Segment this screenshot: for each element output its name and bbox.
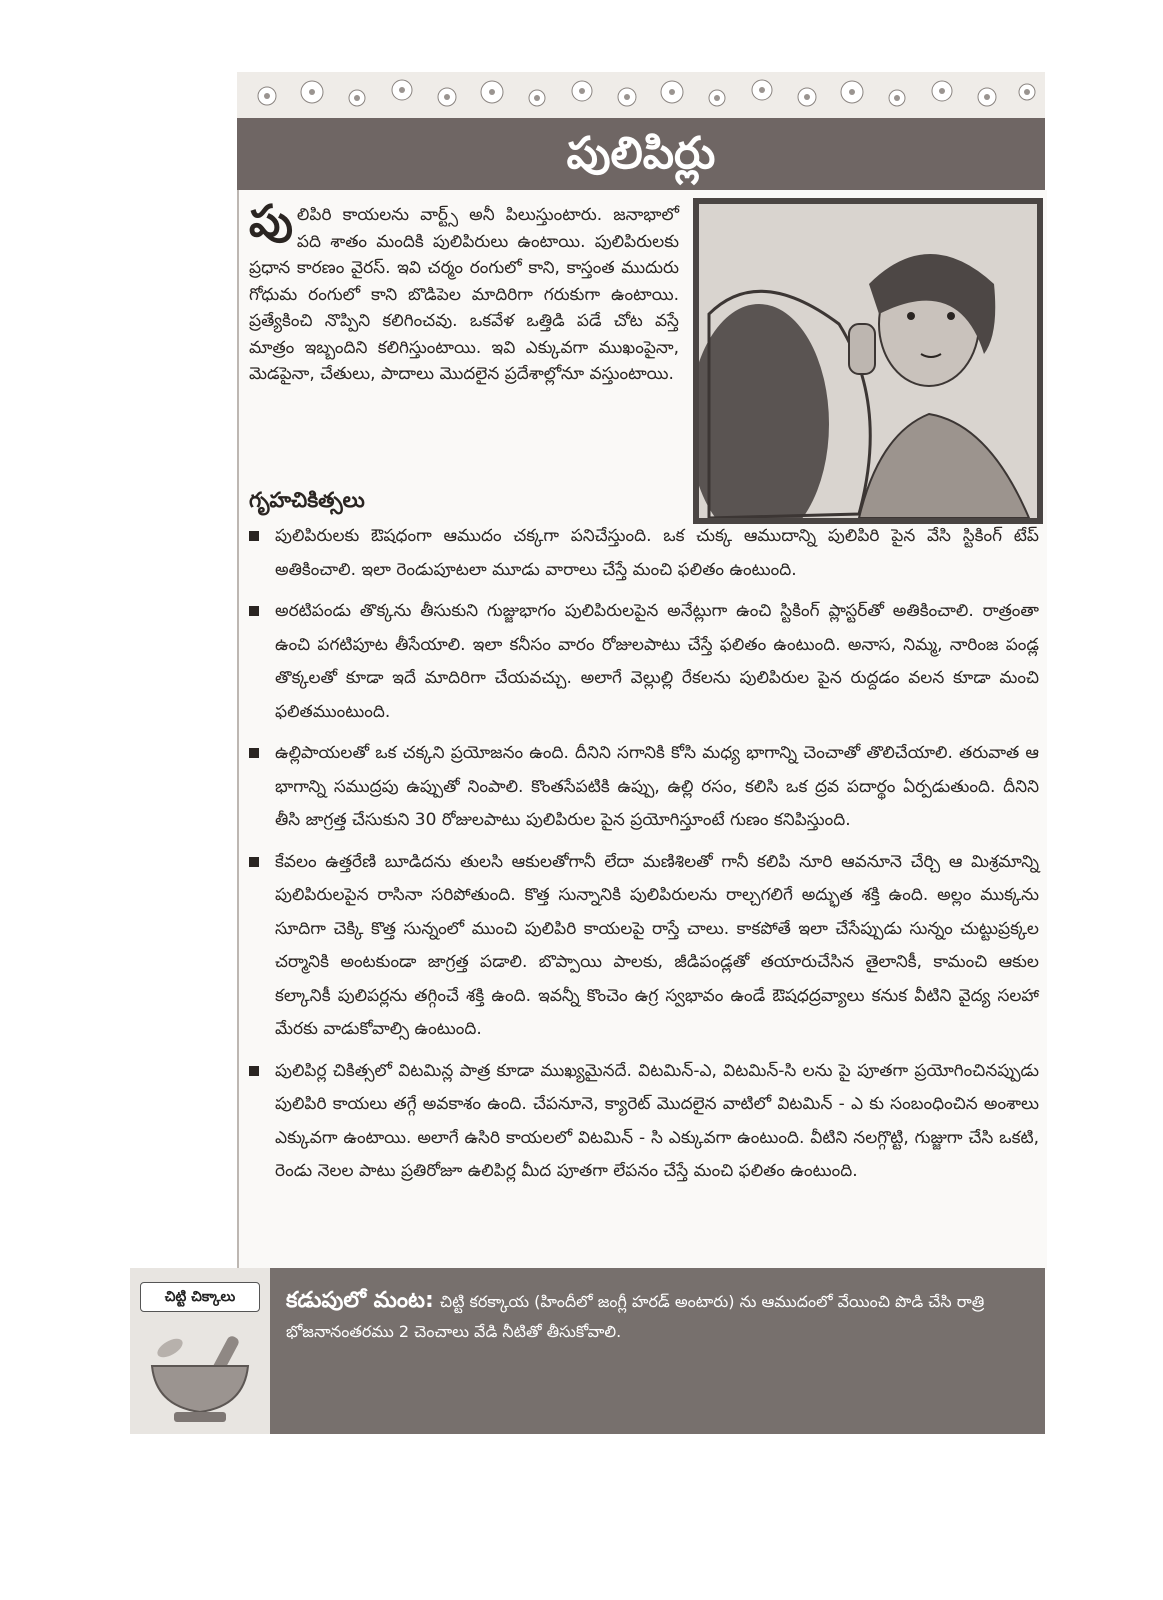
list-item-text: కేవలం ఉత్తరేణి బూడిదను తులసి ఆకులతోగానీ లేదా మణిశిలతో గానీ కలిపి నూరి ఆవనూనె చేర్చి ఆ మిశ్రమాన్ని పులిపిరులపైన రాసినా సరిపోతుంది. కొత్త సున్నానికి పులిపిరులను రాల్చగలిగే అద్భుత శక్తి ఉంది. అల్లం ముక్కను సూదిగా చెక్కి కొత్త సున్నంలో ముంచి పులిపిరి కాయలపై రాస్తే చాలు. కాకపోతే ఇలా చేసేప్పుడు సున్నం చుట్టుప్రక్కల చర్మానికి అంటకుండా జాగ్రత్త పడాలి. బొప్పాయి పాలకు, జీడిపండ్లతో తయారుచేసిన తైలానికీ, కామంచి ఆకుల కల్కానికీ పులిపర్లను తగ్గించే శక్తి ఉంది. ఇవన్నీ కొంచెం ఉగ్ర స్వభావం ఉండే ఔషధద్రవ్యాలు కనుక వీటిని వైద్య సలహా మేరకు వాడుకోవాల్సి ఉంటుంది.: [275, 851, 1039, 1039]
page-title: పులిపిర్లు: [566, 128, 716, 179]
tip-heading: కడుపులో మంట:: [286, 1288, 434, 1313]
illustration-woman-mirror: [693, 198, 1043, 524]
list-item: [249, 846, 1039, 1047]
list-item: [249, 1055, 1039, 1189]
list-item-text: ఉల్లిపాయలతో ఒక చక్కని ప్రయోజనం ఉంది. దీనిని సగానికి కోసి మధ్య భాగాన్ని చెంచాతో తొలిచేయాలి. తరువాత ఆ భాగాన్ని సముద్రపు ఉప్పుతో నింపాలి. కొంతసేపటికి ఉప్పు, ఉల్లి రసం, కలిసి ఒక ద్రవ పదార్థం ఏర్పడుతుంది. దీనిని తీసి జాగ్రత్త చేసుకుని 30 రోజులపాటు పులిపిరుల పైన ప్రయోగిస్తూంటే గుణం కనిపిస్తుంది.: [275, 743, 1039, 830]
drop-cap: పు: [249, 196, 293, 247]
list-item: [249, 520, 1039, 587]
flower-border: [237, 72, 1045, 118]
header-banner: [237, 72, 1045, 190]
tip-sidebar: [130, 1268, 270, 1434]
list-item-text: అరటిపండు తొక్కను తీసుకుని గుజ్జుభాగం పులిపిరులపైన అనేట్లుగా ఉంచి స్టికింగ్ ప్లాస్టర్‌తో అతికించాలి. రాత్రంతా ఉంచి పగటిపూట తీసేయాలి. ఇలా కనీసం వారం రోజులపాటు చేస్తే ఫలితం ఉంటుంది. అనాస, నిమ్మ, నారింజ పండ్ల తొక్కలతో కూడా ఇదే మాదిరిగా చేయవచ్చు. అలాగే వెల్లుల్లి రేకలను పులిపిరుల పైన రుద్దడం వలన కూడా మంచి ఫలితముంటుంది.: [275, 601, 1039, 722]
list-item: [249, 737, 1039, 838]
flower-border-icon: [237, 72, 1045, 118]
bullet-square-icon: [249, 748, 259, 758]
list-item: [249, 595, 1039, 729]
remedies-list: [249, 520, 1039, 1197]
tip-content: [286, 1286, 1026, 1347]
intro-text: లిపిరి కాయలను వార్ట్స్ అనీ పిలుస్తుంటారు. జనాభాలో పది శాతం మందికి పులిపిరులు ఉంటాయి. పులిపిరులకు ప్రధాన కారణం వైరస్. ఇవి చర్మం రంగులో కాని, కాస్తంత ముదురు గోధుమ రంగులో కాని బొడిపెల మాదిరిగా గరుకుగా ఉంటాయి. ప్రత్యేకించి నొప్పిని కలిగించవు. ఒకవేళ ఒత్తిడి పడే చోట వస్తే మాత్రం ఇబ్బందిని కలిగిస్తుంటాయి. ఇవి ఎక్కువగా ముఖంపైనా, మెడపైనా, చేతులు, పాదాలు మొదలైన ప్రదేశాల్లోనూ వస్తుంటాయి.: [249, 205, 679, 384]
list-item-text: పులిపిర్ల చికిత్సలో విటమిన్ల పాత్ర కూడా ముఖ్యమైనదే. విటమిన్-ఎ, విటమిన్-సి లను పై పూతగా ప్రయోగించినప్పుడు పులిపిరి కాయలు తగ్గే అవకాశం ఉంది. చేపనూనె, క్యారెట్ మొదలైన వాటిలో విటమిన్ - ఎ కు సంబంధించిన అంశాలు ఎక్కువగా ఉంటాయి. అలాగే ఉసిరి కాయలలో విటమిన్ - సి ఎక్కువగా ఉంటుంది. వీటిని నలగ్గొట్టి, గుజ్జుగా చేసి ఒకటి, రెండు నెలల పాటు ప్రతిరోజూ ఉలిపిర్ల మీద పూతగా లేపనం చేస్తే మంచి ఫలితం ఉంటుంది.: [275, 1060, 1039, 1181]
bullet-square-icon: [249, 1066, 259, 1076]
tip-body: చిట్టి కరక్కాయ (హిందీలో జంగ్లీ హరడ్ అంటారు) ను ఆముదంలో వేయించి పొడి చేసి రాత్రి భోజనానంతరము 2 చెంచాలు వేడి నీటితో తీసుకోవాలి.: [286, 1292, 985, 1341]
bullet-square-icon: [249, 531, 259, 541]
bullet-square-icon: [249, 606, 259, 616]
section-heading-home-remedies: గృహచికిత్సలు: [249, 488, 365, 512]
tip-badge: చిట్టి చిక్కాలు: [140, 1282, 260, 1312]
tip-box: [130, 1268, 1045, 1434]
intro-paragraph: [249, 196, 679, 388]
list-item-text: పులిపిరులకు ఔషధంగా ఆముదం చక్కగా పనిచేస్తుంది. ఒక చుక్క ఆముదాన్ని పులిపిరి పైన వేసి స్టికింగ్ టేప్ అతికించాలి. ఇలా రెండుపూటలా మూడు వారాలు చేస్తే మంచి ఫలితం ఉంటుంది.: [275, 526, 1039, 580]
article-body: [237, 190, 1047, 1270]
mortar-pestle-icon: [130, 1268, 270, 1434]
woman-mirror-icon: [699, 204, 1037, 518]
bullet-square-icon: [249, 857, 259, 867]
